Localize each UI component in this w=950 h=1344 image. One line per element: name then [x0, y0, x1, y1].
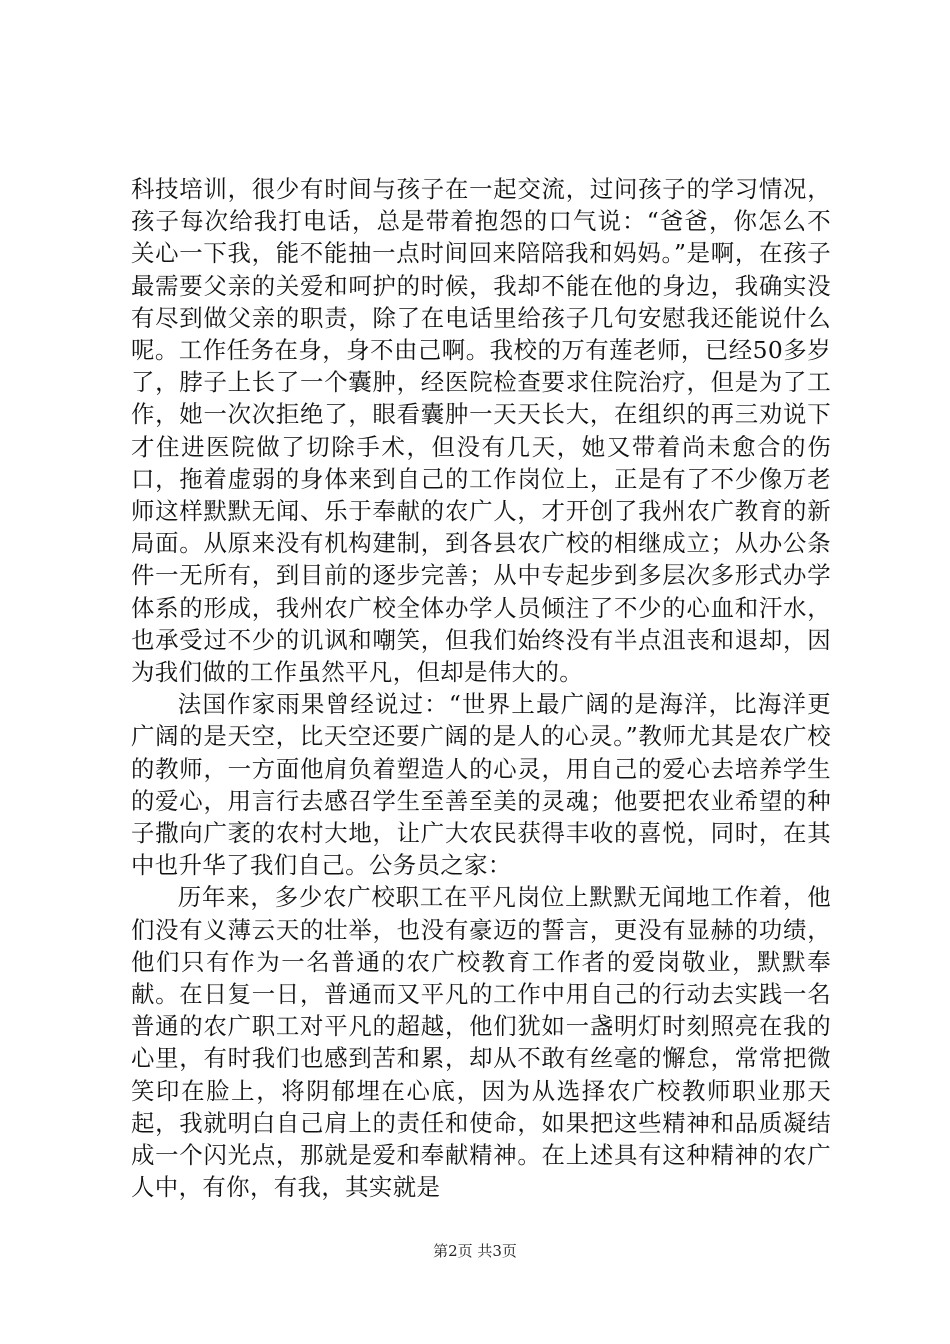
- page-footer: 第2页 共3页: [433, 1242, 517, 1260]
- document-body: [131, 173, 831, 1204]
- paragraph: 法国作家雨果曾经说过：“世界上最广阔的是海洋，比海洋更广阔的是天空，比天空还要广阔的是人的心灵。”教师尤其是农广校的教师，一方面他肩负着塑造人的心灵，用自己的爱心去培养学生的爱心，用言行去感召学生至善至美的灵魂；他要把农业希望的种子撒向广袤的农村大地，让广大农民获得丰收的喜悦，同时，在其中也升华了我们自己。公务员之家：: [131, 690, 831, 880]
- paragraph: 历年来，多少农广校职工在平凡岗位上默默无闻地工作着，他们没有义薄云天的壮举，也没有豪迈的誓言，更没有显赫的功绩，他们只有作为一名普通的农广校教育工作者的爱岗敬业，默默奉献。在日复一日，普通而又平凡的工作中用自己的行动去实践一名普通的农广职工对平凡的超越，他们犹如一盏明灯时刻照亮在我的心里，有时我们也感到苦和累，却从不敢有丝毫的懈怠，常常把微笑印在脸上，将阴郁埋在心底，因为从选择农广校教师职业那天起，我就明白自己肩上的责任和使命，如果把这些精神和品质凝结成一个闪光点，那就是爱和奉献精神。在上述具有这种精神的农广人中，有你，有我，其实就是: [131, 883, 831, 1202]
- paragraph: 科技培训，很少有时间与孩子在一起交流，过问孩子的学习情况，孩子每次给我打电话，总是带着抱怨的口气说：“爸爸，你怎么不关心一下我，能不能抽一点时间回来陪陪我和妈妈。”是啊，在孩子最需要父亲的关爱和呵护的时候，我却不能在他的身边，我确实没有尽到做父亲的职责，除了在电话里给孩子几句安慰我还能说什么呢。工作任务在身，身不由己啊。我校的万有莲老师，已经50多岁了，脖子上长了一个囊肿，经医院检查要求住院治疗，但是为了工作，她一次次拒绝了，眼看囊肿一天天长大，在组织的再三劝说下才住进医院做了切除手术，但没有几天，她又带着尚未愈合的伤口，拖着虚弱的身体来到自己的工作岗位上，正是有了不少像万老师这样默默无闻、乐于奉献的农广人，才开创了我州农广教育的新局面。从原来没有机构建制，到各县农广校的相继成立；从办公条件一无所有，到目前的逐步完善；从中专起步到多层次多形式办学体系的形成，我州农广校全体办学人员倾注了不少的心血和汗水，也承受过不少的讥讽和嘲笑，但我们始终没有半点沮丧和退却，因为我们做的工作虽然平凡，但却是伟大的。: [131, 175, 831, 687]
